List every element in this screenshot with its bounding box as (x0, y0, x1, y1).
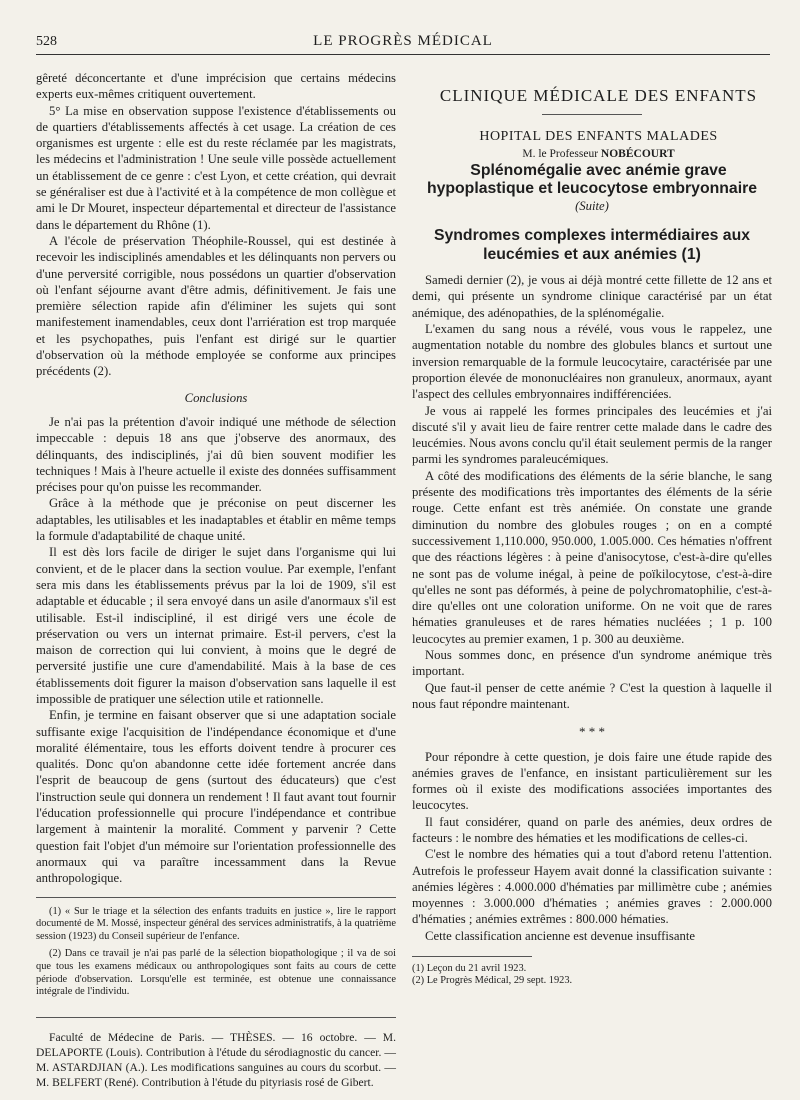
footnote-divider (412, 956, 532, 957)
page-header (36, 32, 770, 55)
section-divider (36, 1017, 396, 1018)
paragraph: Nous sommes donc, en présence d'un syndrome anémique très important. (412, 648, 772, 679)
footnote-divider (36, 897, 396, 898)
paragraph: C'est le nombre des hématies qui a tout d'abord retenu l'attention. Autrefois le professeur Hayem avait donné la classification suivante : anémies légères : 4.000.000 d'hématies par millimètre cube ; anémies moyennes : 3.000.000 d'hématies ; anémies graves : 2.000.000 d'hématies ; anémies extrêmes : 800.000 hématies. (412, 847, 772, 927)
footnote: (2) Le Progrès Médical, 29 sept. 1923. (412, 975, 573, 987)
left-column (36, 70, 396, 1090)
paragraph: 5° La mise en observation suppose l'existence d'établissements ou de quartiers d'établissements affectés à cet usage. La création de ces organismes est urgente : elle est du reste réclamée par les magistrats, les médecins et l'administration ! Une seule ville possède actuellement un établissement de ce genre : c'est Lyon, et cette création, qui devrait se généraliser est due à l'activité et à la compétence de mon collègue et ami le Dr Mouret, inspecteur départemental et directeur de l'assistance dans le département du Rhône (1). (36, 103, 396, 232)
paragraph: A côté des modifications des éléments de la série blanche, le sang présente des modifications très importantes des éléments de la série rouge. Cette enfant est très anémiée. On constate une grande diminution du nombre des globules rouges ; on en a compté successivement 1,110.000, 950.000, 1.005.000. Ces hématies n'offrent que des réactions légères : à peine d'anisocytose, c'est-à-dire qu'elles ne sont pas de volume inégal, à peine de poïkilocytose, c'est-à-dire qu'elles ne sont pas déformés, à peine de polychromatophilie, c'est-à-dire qu'elles ont une coloration uniforme. On ne voit que de rares hématies granuleuses et de rares hématies nucléées ; 1 p. 100 leucocytes au premier examen, 1 p. 300 au deuxième. (412, 468, 772, 646)
professor-name: NOBÉCOURT (600, 147, 675, 160)
paragraph: Il faut considérer, quand on parle des anémies, deux ordres de facteurs : le nombre des hématies et les modifications de celles-ci. (412, 814, 772, 845)
professor-prefix: M. le Professeur (522, 147, 599, 160)
right-column (412, 88, 772, 988)
section-title: CLINIQUE MÉDICALE DES ENFANTS (439, 86, 758, 105)
footnote: (2) Dans ce travail je n'ai pas parlé de la sélection biopathologique ; il va de soi que tous les examens médicaux ou anthropologiques sont faits au cours de cette période d'observation. Lorsqu'elle est terminée, est obtenue une connaissance intégrale de l'individu. (36, 948, 396, 998)
paragraph: Je n'ai pas la prétention d'avoir indiqué une méthode de sélection impeccable : depuis 18 ans que j'observe des anormaux, des délinquants, des indisciplinés, j'ai dû bien souvent modifier les techniques ! Mais à l'heure actuelle il existe des données suffisamment précises pour qu'on puisse les recommander. (36, 414, 396, 495)
asterism: * * * (579, 724, 605, 740)
paragraph: L'examen du sang nous a révélé, vous vous le rappelez, une augmentation notable du nombre des globules blancs et surtout une inversion remarquable de la formule leucocytaire, caractérisée par une proportion élevée de mononucléaires non granuleux, anormaux, ayant l'aspect des cellules embryonnaires indifférenciées. (412, 322, 772, 402)
paragraph: Je vous ai rappelé les formes principales des leucémies et j'ai discuté s'il y avait lieu de faire rentrer cette malade dans le cadre des leucémies. Nous avons conclu qu'il était seulement permis de la ranger parmi les syndromes paraleucémiques. (412, 403, 772, 467)
page-number: 528 (36, 34, 57, 49)
hospital-name: HOPITAL DES ENFANTS MALADES (479, 129, 718, 145)
faculty-notice: Faculté de Médecine de Paris. — THÈSES. — 16 octobre. — M. DELAPORTE (Louis). Contribution à l'étude du sérodiagnostic du cancer. — M. ASTARDJIAN (A.). Les modifications sanguines au cours du scorbut. — M. BELFERT (René). Contribution à l'étude du pityriasis rosé de Gibert. (36, 1030, 396, 1089)
paragraph: A l'école de préservation Théophile-Roussel, qui est destinée à recevoir les indisciplinés amendables et les délinquants non pervers ou d'une perversité corrigible, nous possédons un quartier d'observation où l'enfant séjourne avant d'être admis, définitivement. Je fais une première sélection rapide afin d'éliminer les sujets qui sont manifestement inamendables, ceux dont l'arriération est trop marquée et les psychopathes, puis l'enfant est dirigé sur le quartier d'observation où la méthode employée se conforme aux principes précédents (2). (36, 233, 396, 379)
article-title: Splénomégalie avec anémie grave hypoplastique et leucocytose embryonnaire (426, 161, 758, 197)
paragraph: Il est dès lors facile de diriger le sujet dans l'organisme qui lui convient, et de le placer dans la section voulue. Par exemple, l'enfant sera mis dans les établissements prévus par la loi de 1909, s'il est adaptable et éducable ; il sera envoyé dans un asile d'anormaux s'il est utilisable. Est-il indiscipliné, il est dirigé vers une école de préservation ou vers un internat primaire. Est-il pervers, c'est la maison de correction qui lui convient, à moins que le degré de perversité justifie une cure d'amendabilité. Mais à la base de ces établissements doit figurer la maison d'observation sans laquelle il est impossible de pratiquer une sélection utile et rationnelle. (36, 545, 396, 706)
paragraph: Grâce à la méthode que je préconise on peut discerner les adaptables, les utilisables et les inadaptables et établir en même temps la formule d'adaptabilité de chaque unité. (36, 496, 396, 544)
paragraph: Samedi dernier (2), je vous ai déjà montré cette fillette de 12 ans et demi, qui présente un syndrome clinique caractérisé par un état anémique, des adénopathies, de la splénomégalie. (412, 273, 772, 320)
conclusions-heading: Conclusions (184, 390, 248, 405)
article-subtitle: Syndromes complexes intermédiaires aux leucémies et aux anémies (1) (433, 227, 751, 264)
paragraph: Enfin, je termine en faisant observer que si une adaptation sociale suffisante exige l'acquisition de l'indépendance économique et d'une moralité élémentaire, tous les efforts doivent tendre à procurer ces qualités. Donc qu'on abandonne cette idée fortement ancrée dans l'esprit de beaucoup de gens (surtout des éducateurs) que c'est l'instruction seule qui donnera un rendement ! Il faut avant tout fournir l'éducation professionnelle qui procure l'indépendance et contribue largement à maintenir la moralité. Comment y parvenir ? Cette question fait l'objet d'un mémoire sur l'orientation professionnelle des anormaux qui va paraître incessamment dans la Revue anthropologique. (36, 708, 396, 886)
article-suite: (Suite) (575, 198, 609, 213)
footnote: (1) « Sur le triage et la sélection des enfants traduits en justice », lire le rapport documenté de M. Mossé, inspecteur général des services administratifs, à la quatrième session (1923) du Conseil supérieur de l'enfance. (36, 905, 396, 942)
section-rule (542, 114, 642, 115)
running-title: LE PROGRÈS MÉDICAL (313, 33, 493, 49)
paragraph: gêreté déconcertante et d'une imprécision que certains médecins experts eux-mêmes critiquent ouvertement. (36, 71, 396, 102)
paragraph: Que faut-il penser de cette anémie ? C'est la question à laquelle il nous faut répondre maintenant. (412, 680, 772, 711)
paragraph: Cette classification ancienne est devenue insuffisante (425, 928, 695, 943)
paragraph: Pour répondre à cette question, je dois faire une étude rapide des anémies graves de l'enfance, en insistant particulièrement sur les formes où il existe des modifications associées importantes des leucocytes. (412, 749, 772, 813)
professor-line (412, 146, 772, 162)
footnote: (1) Leçon du 21 avril 1923. (412, 963, 527, 975)
